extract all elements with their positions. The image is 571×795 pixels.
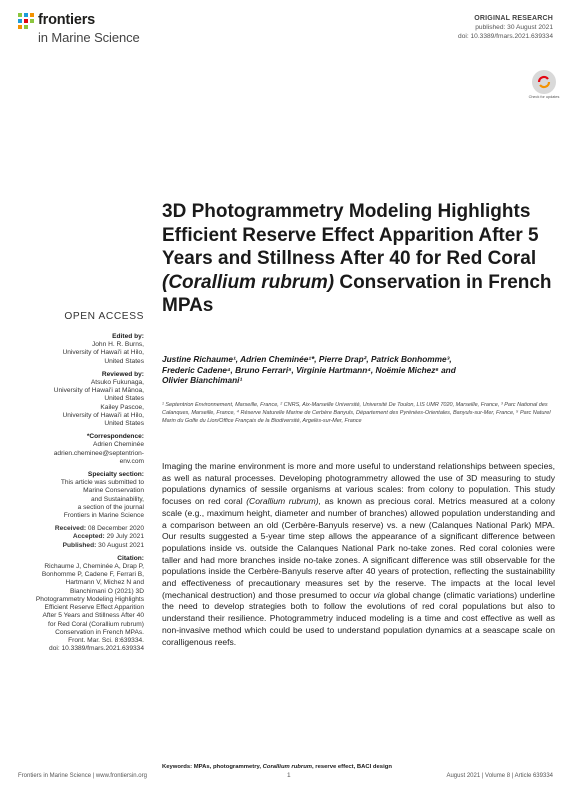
author-list: Justine Richaume¹, Adrien Cheminée¹*, Pierre Drap², Patrick Bonhomme³, Frederic Cadene⁴, Bruno Ferrari⁵, Virginie Hartmann⁴, Noëmie Michez⁶ and Olivier Bianchimani¹ — [162, 354, 456, 386]
affiliations: ¹ Septentrion Environnement, Marseille, France, ² CNRS, Aix-Marseille Université, Université De Toulon, LIS UMR 7020, Marseille, France, ³ Parc National des Calanques, Marseille, France, ⁴ Réserve Naturelle Marine de Cerbère Banyuls, Département des Pyrénées-Orientales, Banyuls-sur-Mer, France, ⁵ Parc Naturel Marin du Golfe du Lion/Office Français de la Biodiversité, Argelès-sur-Mer, France — [162, 402, 551, 425]
brand-name: frontiers — [38, 12, 96, 28]
footer-journal-link[interactable]: Frontiers in Marine Science | www.frontiersin.org — [18, 773, 147, 779]
article-type: ORIGINAL RESEARCH — [474, 15, 553, 22]
abstract: Imaging the marine environment is more and more useful to understand relationships between species, as well as natural processes. Developing photogrammetry allowed the use of 3D measuring to study populations dynamics of sessile organisms at various scales: from colony to population. This study focuses on red coral (Corallium rubrum), as known as precious coral. Metrics measured at a colony scale (e.g., maximum height, diameter and number of branches) allowed population understanding and a comparison between an old (Cerbère-Banyuls reserve) vs. a new (Calanques National Park) MPA. Our results suggested a 5-year time step allows the appearance of a significant difference between populations inside vs. outside the Calanques National Park no-take zones. Red coral colonies were taller and had more branches inside no-take zones. A significant difference was still observable for the populations inside the Cerbère-Banyuls reserve after 40 years of protection, reflecting the sustainability and effectiveness of precautionary measures set by the reserve. The impacts at the local level (mechanical destruction) and those presumed to occur via global change (climatic variations) underline the need to develop strategies both to follow the evolutions of red coral populations but also to understand their resilience. Photogrammetry induced modeling is a time and cost effective as well as non-invasive method which could be used to understand population dynamics at a seascape scale on coralligenous reefs. — [162, 461, 556, 647]
keywords: Keywords: MPAs, photogrammetry, Corallium rubrum, reserve effect, BACI design — [162, 764, 392, 770]
page-number: 1 — [287, 772, 291, 779]
specialty-block: Specialty section: This article was submitted to Marine Conservation and Sustainability, a section of the journal Frontiers in Marine Science — [60, 471, 144, 520]
published-date: published: 30 August 2021 — [475, 24, 553, 31]
reviewed-by-block: Reviewed by: Atsuko Fukunaga, University of Hawai'i at Mānoa, United States Kailey Pascoe, University of Hawai'i at Hilo, United States — [53, 370, 144, 428]
article-meta — [458, 14, 553, 41]
citation-block: Citation: Richaume J, Cheminée A, Drap P, Bonhomme P, Cadene F, Ferrari B, Hartmann V, Michez N and Bianchimani O (2021) 3D Photogrammetry Modeling Highlights Efficient Reserve Effect Apparition After 5 Years and Stillness After 40 for Red Coral (Corallium rubrum) Conservation in French MPAs. Front. Mar. Sci. 8:639334. doi: 10.3389/fmars.2021.639334 — [16, 555, 144, 653]
correspondence-email[interactable]: adrien.cheminee@septentrion- — [53, 449, 144, 457]
dates-block: Received: 08 December 2020 Accepted: 29 July 2021 Published: 30 August 2021 — [54, 525, 144, 549]
article-doi[interactable]: doi: 10.3389/fmars.2021.639334 — [458, 33, 553, 40]
frontiers-logo-mark — [18, 13, 34, 29]
check-updates-label: Check for updates — [528, 95, 560, 99]
edited-by-block: Edited by: John H. R. Burns, University of Hawai'i at Hilo, United States — [62, 333, 144, 365]
citation-doi[interactable]: doi: 10.3389/fmars.2021.639334 — [49, 645, 144, 653]
check-updates-icon[interactable] — [532, 70, 556, 94]
sidebar — [16, 333, 144, 658]
open-access-label: OPEN ACCESS — [64, 311, 144, 322]
correspondence-block: *Correspondence: Adrien Cheminée adrien.cheminee@septentrion- env.com — [16, 433, 144, 466]
journal-name: in Marine Science — [38, 30, 140, 45]
article-title: 3D Photogrammetry Modeling Highlights Efficient Reserve Effect Apparition After 5 Years and Stillness After 40 for Red Coral (Corallium rubrum) Conservation in French MPAs — [162, 201, 552, 317]
footer-volume-info: August 2021 | Volume 8 | Article 639334 — [446, 773, 553, 779]
